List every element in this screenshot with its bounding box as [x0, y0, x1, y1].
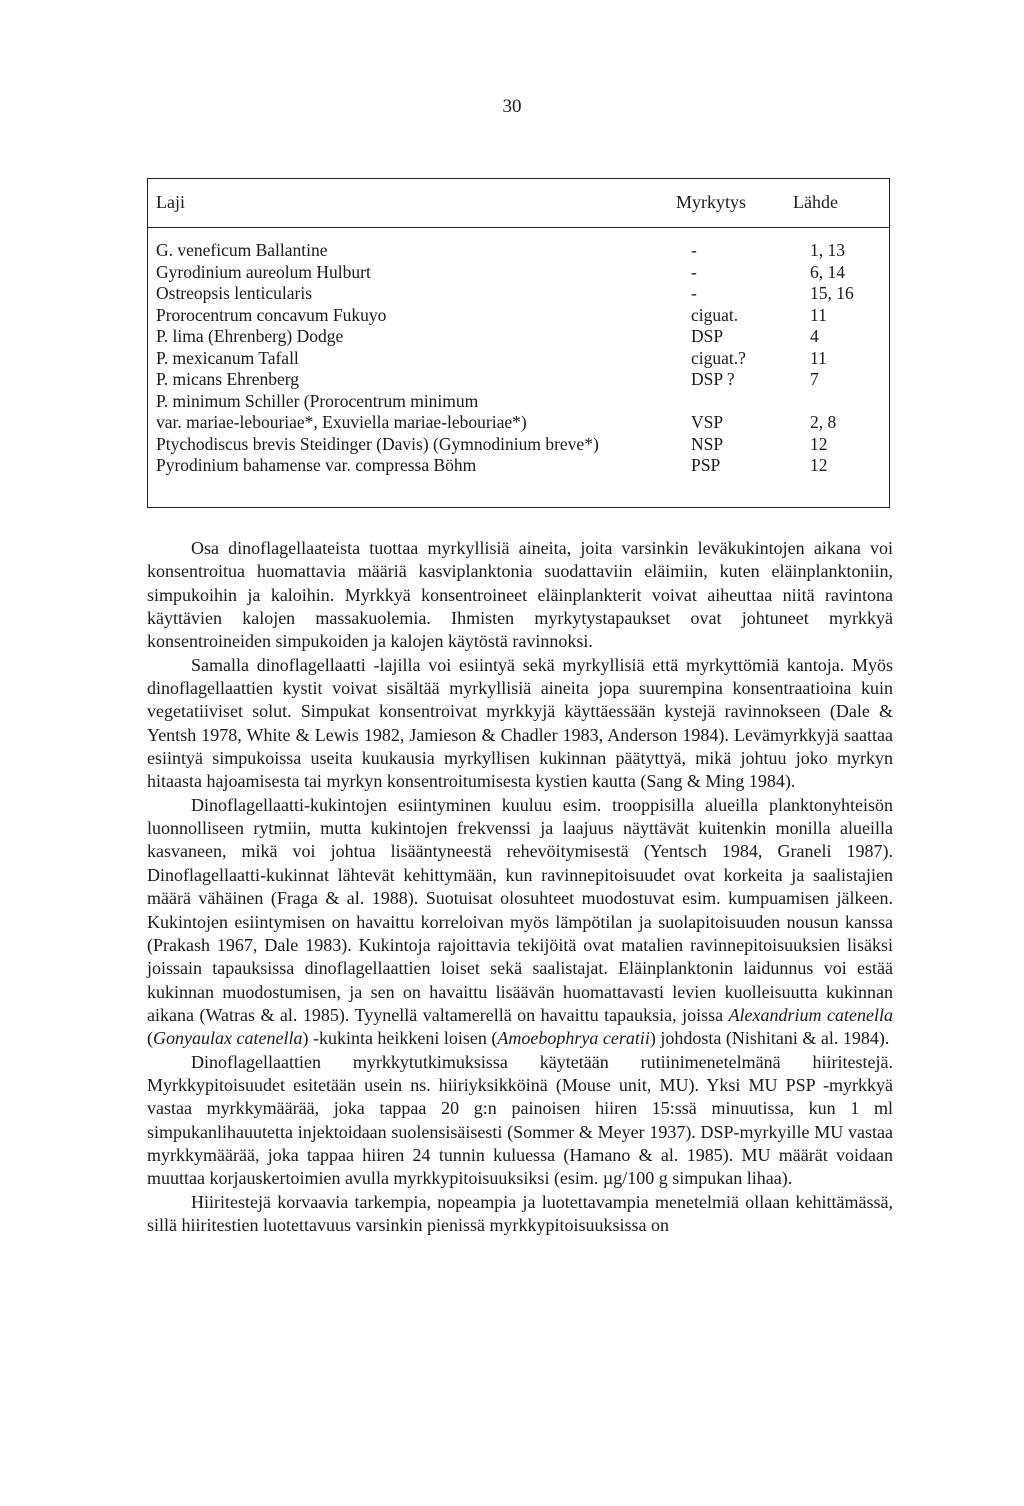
toxicity-cell: VSP	[691, 412, 724, 432]
table-row	[148, 369, 889, 391]
toxicity-cell: PSP	[691, 455, 721, 475]
toxicity-cell: NSP	[691, 433, 724, 454]
species-name-italic: Alexandrium catenella	[728, 1004, 893, 1025]
header-toxicity: Myrkytys	[676, 192, 747, 212]
paragraph: Hiiritestejä korvaavia tarkempia, nopeampia ja luotettavampia menetelmiä ollaan kehittämässä, sillä hiiritestien luotettavuus varsinkin pienissä myrkkypitoisuuksissa on	[147, 1191, 893, 1235]
source-cell: 11	[810, 347, 827, 368]
table-row	[148, 348, 889, 370]
source-cell: 12	[810, 455, 828, 475]
source-cell: 6, 14	[810, 261, 845, 282]
species-cell: P. lima (Ehrenberg) Dodge	[156, 326, 344, 346]
table-row	[148, 305, 889, 327]
page-number: 30	[502, 96, 522, 117]
species-cell: P. mexicanum Tafall	[156, 347, 299, 368]
species-cell: Ostreopsis lenticularis	[156, 283, 313, 303]
table-row	[148, 434, 889, 456]
species-cell: Ptychodiscus brevis Steidinger (Davis) (Gymnodinium breve*)	[156, 433, 599, 454]
table-header	[148, 179, 889, 228]
source-cell: 15, 16	[810, 283, 854, 303]
paragraph: Samalla dinoflagellaatti -lajilla voi esiintyä sekä myrkyllisiä että myrkyttömiä kantoja. Myös dinoflagellaattien kystit voivat sisältää myrkyllisiä aineita jopa suurempina konsentraatioina kuin vegetatiiviset solut. Simpukat konsentroivat myrkkyjä käyttäessään kystejä ravinnokseen (Dale & Yentsh 1978, White & Lewis 1982, Jamieson & Chadler 1983, Anderson 1984). Levämyrkkyjä saattaa esiintyä simpukoissa useita kuukausia myrkyllisen kukinnan päätyttyä, mikä johtuu joko myrkyn hitaasta hajoamisesta tai myrkyn konsentroitumisesta kystien kautta (Sang & Ming 1984).	[147, 654, 893, 792]
paragraph: Osa dinoflagellaateista tuottaa myrkyllisiä aineita, joita varsinkin leväkukintojen aikana voi konsentroitua huomattavia määriä kasviplanktonia suodattaviin eläimiin, kuten eläinplanktoniin, simpukoihin ja kaloihin. Myrkkyä konsentroineet eläinplankterit voivat aiheuttaa niitä ravintona käyttävien kalojen massakuolemia. Ihmisten myrkytystapaukset ovat johtuneet myrkkyä konsentroineiden simpukoiden ja kalojen käytöstä ravinnoksi.	[147, 538, 893, 652]
table-row	[148, 455, 889, 477]
source-cell: 11	[810, 304, 827, 325]
source-cell: 2, 8	[810, 412, 837, 432]
species-toxicity-table	[147, 178, 890, 508]
table-body	[148, 240, 889, 477]
toxicity-cell: -	[691, 261, 697, 282]
table-row	[148, 412, 889, 434]
species-cell: Gyrodinium aureolum Hulburt	[156, 261, 371, 282]
toxicity-cell: -	[691, 283, 697, 303]
toxicity-cell: DSP ?	[691, 369, 735, 389]
source-cell: 4	[810, 326, 819, 346]
source-cell: 12	[810, 433, 828, 454]
text-run: (	[147, 1028, 153, 1049]
toxicity-cell: ciguat.	[691, 304, 739, 325]
table-row	[148, 240, 889, 262]
toxicity-cell: -	[691, 240, 697, 260]
source-cell: 1, 13	[810, 240, 845, 260]
table-row	[148, 283, 889, 305]
paragraph: Dinoflagellaattien myrkkytutkimuksissa käytetään rutiinimenetelmänä hiiritestejä. Myrkkypitoisuudet esitetään usein ns. hiiriyksikköinä (Mouse unit, MU). Yksi MU PSP -myrkkyä vastaa myrkkymäärää, joka tappaa 20 g:n painoisen hiiren 15:ssä minuutissa, kun 1 ml simpukanlihauutetta injektoidaan suolensisäisesti (Sommer & Meyer 1937). DSP-myrkyille MU vastaa myrkkymäärää, joka tappaa hiiren 24 tunnin kuluessa (Hamano & al. 1985). MU määrät voidaan muuttaa korjauskertoimien avulla myrkkypitoisuuksiksi (esim. µg/100 g simpukan lihaa).	[147, 1051, 893, 1189]
body-text	[147, 537, 893, 1237]
toxicity-cell: DSP	[691, 326, 724, 346]
table-row	[148, 262, 889, 284]
header-source: Lähde	[793, 192, 838, 212]
species-cell: P. micans Ehrenberg	[156, 369, 300, 389]
table-row	[148, 391, 889, 413]
source-cell: 7	[810, 369, 819, 389]
paragraph	[147, 794, 893, 1051]
text-run: Dinoflagellaatti-kukintojen esiintyminen kuuluu esim. trooppisilla alueilla planktonyhteisön luonnolliseen rytmiin, mutta kukintojen frekvenssi ja laajuus näyttävät kuitenkin monilla alueilla kasvaneen, mikä voi johtua lisääntyneestä rehevöitymisestä (Yentsch 1984, Graneli 1987). Dinoflagellaatti-kukinnat lähtevät kehittymään, kun ravinnepitoisuudet ovat korkeita ja saalistajien määrä vähäinen (Fraga & al. 1988). Suotuisat olosuhteet muodostuvat esim. kumpuamisen jälkeen. Kukintojen esiintymisen on havaittu korreloivan myös lämpötilan ja suolapitoisuuden nousun kanssa (Prakash 1967, Dale 1983). Kukintoja rajoittavia tekijöitä ovat matalien ravinnepitoisuuksien lisäksi joissain tapauksissa dinoflagellaattien loiset sekä saalistajat. Eläinplanktonin laidunnus voi estää kukinnan muodostumisen, ja sen on havaittu lisäävän huomattavasti levien kuolleisuutta kukinnan aikana (Watras & al. 1985). Tyynellä valtamerellä on havaittu tapauksia, joissa	[147, 794, 893, 1025]
text-run: ) johdosta (Nishitani & al. 1984).	[649, 1028, 890, 1049]
table-row	[148, 326, 889, 348]
header-species: Laji	[156, 192, 185, 212]
species-cell: Prorocentrum concavum Fukuyo	[156, 304, 387, 325]
species-name-italic: Gonyaulax catenella	[153, 1028, 303, 1049]
species-cell: var. mariae-lebouriae*, Exuviella mariae-lebouriae*)	[156, 412, 527, 432]
species-cell: Pyrodinium bahamense var. compressa Böhm	[156, 455, 477, 475]
species-name-italic: Amoebophrya ceratii	[497, 1028, 650, 1049]
text-run: ) -kukinta heikkeni loisen (	[302, 1028, 498, 1049]
species-cell: G. veneficum Ballantine	[156, 240, 328, 260]
species-cell: P. minimum Schiller (Prorocentrum minimum	[156, 390, 479, 411]
toxicity-cell: ciguat.?	[691, 347, 746, 368]
